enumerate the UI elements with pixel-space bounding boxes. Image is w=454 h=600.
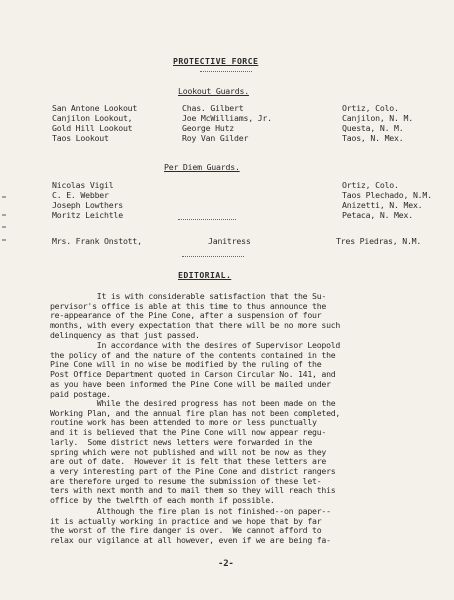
lookout-station: Gold Hill Lookout <box>52 123 133 133</box>
per-diem-guard: Joseph Lowthers <box>52 200 123 210</box>
text-line: the policy of and the nature of the contents contained in the <box>50 349 336 360</box>
lookout-station: Canjilon Lookout, <box>52 113 133 123</box>
text-line: are out of date. However it is felt that these letters are <box>50 456 327 467</box>
per-diem-address: Petaca, N. Mex. <box>342 210 413 220</box>
text-line: a very interesting part of the Pine Cone and district rangers <box>50 465 336 476</box>
lookout-station: San Antone Lookout <box>52 103 138 113</box>
text-line: relax our vigilance at all however, even if we are being fa- <box>50 535 331 546</box>
text-line: are therefore urged to resume the submission of these let- <box>50 475 322 486</box>
separator <box>182 256 244 258</box>
text-line: the worst of the fire danger is over. We cannot afford to <box>50 525 322 536</box>
text-line: Working Plan, and the annual fire plan has not been completed, <box>50 407 341 418</box>
lookout-guard: Joe McWilliams, Jr. <box>182 113 272 123</box>
janitress-name: Mrs. Frank Onstott, <box>52 236 142 246</box>
per-diem-heading: Per Diem Guards. <box>164 162 240 172</box>
per-diem-guard: Nicolas Vigil <box>52 180 114 190</box>
text-line: routine work has been attended to more or less punctually <box>50 417 317 428</box>
text-line: delinquency as that just passed. <box>50 329 200 340</box>
text-line: larly. Some district news letters were forwarded in the <box>50 436 313 447</box>
text-line: office by the twelfth of each month if possible. <box>50 495 275 506</box>
text-line: and it is believed that the Pine Cone will now appear regu- <box>50 427 327 438</box>
editorial-paragraph-1 <box>50 292 418 341</box>
text-line: paid postage. <box>50 388 111 399</box>
text-line: Although the fire plan is not finished--on paper-- <box>50 506 331 516</box>
separator <box>200 71 252 73</box>
editorial-heading: EDITORIAL. <box>178 270 232 280</box>
per-diem-guard: Moritz Leichtle <box>52 210 123 220</box>
lookout-address: Canjilon, N. M. <box>342 113 413 123</box>
per-diem-address: Anizetti, N. Mex. <box>342 200 423 210</box>
page-number: -2- <box>218 559 234 569</box>
lookout-guard: George Hutz <box>182 123 235 133</box>
per-diem-guard: C. E. Webber <box>52 190 109 200</box>
text-line: In accordance with the desires of Supervisor Leopold <box>50 340 341 350</box>
janitress-role: Janitress <box>208 236 251 246</box>
janitress-place: Tres Piedras, N.M. <box>336 236 422 246</box>
editorial-paragraph-4 <box>50 507 418 546</box>
per-diem-address: Ortiz, Colo. <box>342 180 399 190</box>
lookout-address: Questa, N. M. <box>342 123 404 133</box>
separator <box>178 219 236 221</box>
text-line: as you have been informed the Pine Cone will be mailed under <box>50 378 331 389</box>
lookout-guard: Chas. Gilbert <box>182 103 244 113</box>
scan-mark <box>2 214 6 216</box>
editorial-paragraph-3 <box>50 399 418 506</box>
lookout-address: Taos, N. Mex. <box>342 133 404 143</box>
text-line: ters with next month and to mail them so they will reach this <box>50 485 336 496</box>
text-line: spring which were not published and will not be now as they <box>50 446 327 457</box>
lookout-station: Taos Lookout <box>52 133 109 143</box>
lookout-address: Ortiz, Colo. <box>342 103 399 113</box>
scan-mark <box>2 226 6 228</box>
text-line: it is actually working in practice and we hope that by far <box>50 515 322 526</box>
scan-mark <box>2 239 6 241</box>
text-line: It is with considerable satisfaction that the Su- <box>50 291 327 301</box>
text-line: Post Office Department quoted in Carson Circular No. 141, and <box>50 369 336 380</box>
editorial-paragraph-2 <box>50 341 418 399</box>
lookout-guard: Roy Van Gilder <box>182 133 249 143</box>
text-line: While the desired progress has not been made on the <box>50 398 336 408</box>
text-line: Pine Cone will in no wise be modified by the ruling of the <box>50 359 322 370</box>
scan-mark <box>2 196 6 198</box>
text-line: pervisor's office is able at this time to thus announce the <box>50 300 327 311</box>
per-diem-address: Taos Plechado, N.M. <box>342 190 432 200</box>
lookout-heading: Lookout Guards. <box>178 86 249 96</box>
text-line: months, with every expectation that there will be no more such <box>50 320 341 331</box>
page-title: PROTECTIVE FORCE <box>173 56 259 66</box>
text-line: re-appearance of the Pine Cone, after a suspension of four <box>50 310 322 321</box>
